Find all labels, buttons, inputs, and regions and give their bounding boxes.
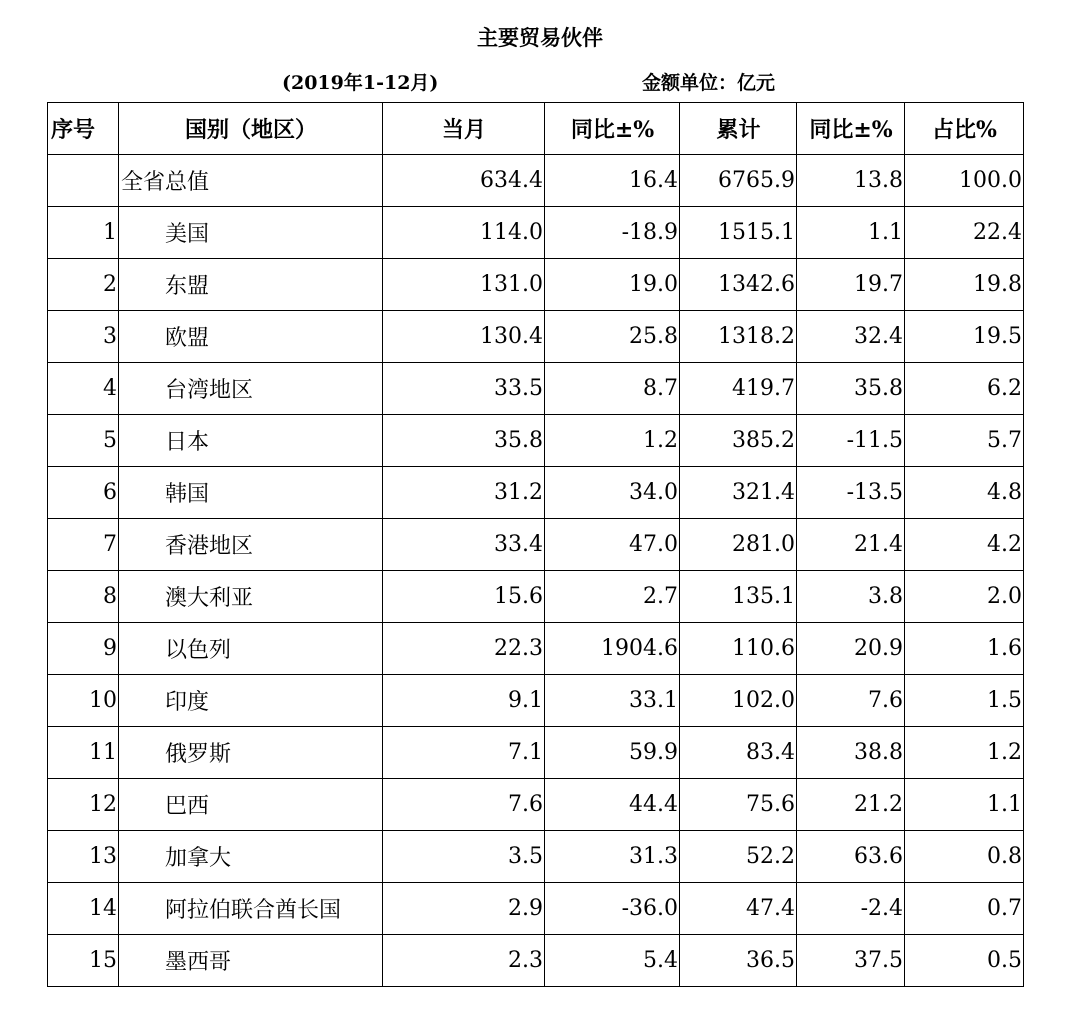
cell-month-yoy: 44.4: [545, 779, 680, 831]
table-row: [48, 623, 1024, 675]
cell-share: 6.2: [905, 363, 1024, 415]
cell-index: 6: [48, 467, 119, 519]
cell-cumulative: 1342.6: [680, 259, 797, 311]
total-cum-yoy: 13.8: [797, 155, 905, 207]
cell-month: 33.5: [383, 363, 545, 415]
total-cumulative: 6765.9: [680, 155, 797, 207]
cell-index: 10: [48, 675, 119, 727]
cell-share: 1.2: [905, 727, 1024, 779]
cell-cumulative: 52.2: [680, 831, 797, 883]
cell-index: 4: [48, 363, 119, 415]
cell-country: 俄罗斯: [119, 727, 383, 779]
cell-index: 1: [48, 207, 119, 259]
cell-cum-yoy: 3.8: [797, 571, 905, 623]
cell-index: 8: [48, 571, 119, 623]
cell-cumulative: 75.6: [680, 779, 797, 831]
cell-country: 巴西: [119, 779, 383, 831]
cell-index: 9: [48, 623, 119, 675]
cell-month-yoy: 2.7: [545, 571, 680, 623]
header-row: [48, 103, 1024, 155]
header-month-yoy: 同比±%: [545, 103, 680, 155]
page-title: 主要贸易伙伴: [477, 25, 603, 50]
total-index: [48, 155, 119, 207]
cell-country: 墨西哥: [119, 935, 383, 987]
cell-month-yoy: 31.3: [545, 831, 680, 883]
table-row: [48, 883, 1024, 935]
table-row: [48, 259, 1024, 311]
cell-cumulative: 321.4: [680, 467, 797, 519]
cell-country: 印度: [119, 675, 383, 727]
table-row: [48, 207, 1024, 259]
cell-share: 0.7: [905, 883, 1024, 935]
cell-month-yoy: 59.9: [545, 727, 680, 779]
header-index: 序号: [48, 103, 119, 155]
cell-cumulative: 110.6: [680, 623, 797, 675]
cell-share: 0.5: [905, 935, 1024, 987]
cell-country: 以色列: [119, 623, 383, 675]
cell-month: 9.1: [383, 675, 545, 727]
cell-month-yoy: 19.0: [545, 259, 680, 311]
total-month: 634.4: [383, 155, 545, 207]
cell-cum-yoy: -2.4: [797, 883, 905, 935]
cell-month: 131.0: [383, 259, 545, 311]
cell-cumulative: 281.0: [680, 519, 797, 571]
cell-month-yoy: 33.1: [545, 675, 680, 727]
table-row: [48, 363, 1024, 415]
cell-country: 东盟: [119, 259, 383, 311]
cell-cum-yoy: 38.8: [797, 727, 905, 779]
cell-month: 7.1: [383, 727, 545, 779]
cell-cumulative: 36.5: [680, 935, 797, 987]
header-share: 占比%: [905, 103, 1024, 155]
table-row: [48, 311, 1024, 363]
cell-share: 19.5: [905, 311, 1024, 363]
cell-share: 22.4: [905, 207, 1024, 259]
cell-cum-yoy: 37.5: [797, 935, 905, 987]
cell-share: 4.2: [905, 519, 1024, 571]
cell-share: 1.1: [905, 779, 1024, 831]
total-share: 100.0: [905, 155, 1024, 207]
table-row: [48, 415, 1024, 467]
cell-share: 5.7: [905, 415, 1024, 467]
cell-index: 3: [48, 311, 119, 363]
cell-index: 7: [48, 519, 119, 571]
cell-month: 130.4: [383, 311, 545, 363]
cell-month: 31.2: [383, 467, 545, 519]
cell-month-yoy: 47.0: [545, 519, 680, 571]
cell-index: 13: [48, 831, 119, 883]
header-country: 国别（地区）: [119, 103, 383, 155]
cell-index: 15: [48, 935, 119, 987]
cell-index: 12: [48, 779, 119, 831]
cell-cumulative: 47.4: [680, 883, 797, 935]
cell-index: 11: [48, 727, 119, 779]
cell-month: 15.6: [383, 571, 545, 623]
cell-index: 14: [48, 883, 119, 935]
cell-month-yoy: -36.0: [545, 883, 680, 935]
cell-cum-yoy: 21.4: [797, 519, 905, 571]
cell-country: 香港地区: [119, 519, 383, 571]
table-row: [48, 675, 1024, 727]
cell-country: 澳大利亚: [119, 571, 383, 623]
table-row: [48, 831, 1024, 883]
unit-label: 金额单位：亿元: [642, 72, 776, 94]
cell-index: 2: [48, 259, 119, 311]
trade-partners-table: [47, 102, 1024, 987]
cell-cumulative: 135.1: [680, 571, 797, 623]
total-month-yoy: 16.4: [545, 155, 680, 207]
cell-cumulative: 102.0: [680, 675, 797, 727]
cell-country: 欧盟: [119, 311, 383, 363]
cell-cum-yoy: 35.8: [797, 363, 905, 415]
cell-share: 1.5: [905, 675, 1024, 727]
header-cumulative: 累计: [680, 103, 797, 155]
cell-month: 3.5: [383, 831, 545, 883]
cell-cum-yoy: 21.2: [797, 779, 905, 831]
period-label: (2019年1-12月): [282, 72, 439, 94]
cell-cumulative: 1515.1: [680, 207, 797, 259]
table-row: [48, 467, 1024, 519]
cell-month: 2.3: [383, 935, 545, 987]
cell-share: 4.8: [905, 467, 1024, 519]
table-row: [48, 779, 1024, 831]
total-name: 全省总值: [119, 155, 383, 207]
cell-share: 0.8: [905, 831, 1024, 883]
cell-index: 5: [48, 415, 119, 467]
header-cum-yoy: 同比±%: [797, 103, 905, 155]
cell-country: 加拿大: [119, 831, 383, 883]
table-row: [48, 571, 1024, 623]
cell-cumulative: 385.2: [680, 415, 797, 467]
cell-month-yoy: 1.2: [545, 415, 680, 467]
cell-cum-yoy: -11.5: [797, 415, 905, 467]
cell-country: 日本: [119, 415, 383, 467]
cell-share: 1.6: [905, 623, 1024, 675]
table-row: [48, 727, 1024, 779]
cell-month: 114.0: [383, 207, 545, 259]
table-row: [48, 519, 1024, 571]
total-row: [48, 155, 1024, 207]
cell-cumulative: 1318.2: [680, 311, 797, 363]
cell-month: 2.9: [383, 883, 545, 935]
cell-month-yoy: 1904.6: [545, 623, 680, 675]
cell-share: 19.8: [905, 259, 1024, 311]
cell-cumulative: 419.7: [680, 363, 797, 415]
cell-month: 33.4: [383, 519, 545, 571]
cell-cum-yoy: 20.9: [797, 623, 905, 675]
cell-month: 35.8: [383, 415, 545, 467]
cell-cum-yoy: 1.1: [797, 207, 905, 259]
cell-cum-yoy: 7.6: [797, 675, 905, 727]
header-month: 当月: [383, 103, 545, 155]
cell-month-yoy: 25.8: [545, 311, 680, 363]
cell-cum-yoy: 63.6: [797, 831, 905, 883]
cell-share: 2.0: [905, 571, 1024, 623]
cell-month-yoy: 8.7: [545, 363, 680, 415]
cell-cum-yoy: 32.4: [797, 311, 905, 363]
cell-cumulative: 83.4: [680, 727, 797, 779]
cell-cum-yoy: 19.7: [797, 259, 905, 311]
table-row: [48, 935, 1024, 987]
cell-month-yoy: -18.9: [545, 207, 680, 259]
cell-month: 22.3: [383, 623, 545, 675]
cell-country: 美国: [119, 207, 383, 259]
cell-month-yoy: 34.0: [545, 467, 680, 519]
cell-month: 7.6: [383, 779, 545, 831]
cell-country: 台湾地区: [119, 363, 383, 415]
cell-country: 韩国: [119, 467, 383, 519]
cell-cum-yoy: -13.5: [797, 467, 905, 519]
cell-country: 阿拉伯联合酋长国: [119, 883, 383, 935]
cell-month-yoy: 5.4: [545, 935, 680, 987]
